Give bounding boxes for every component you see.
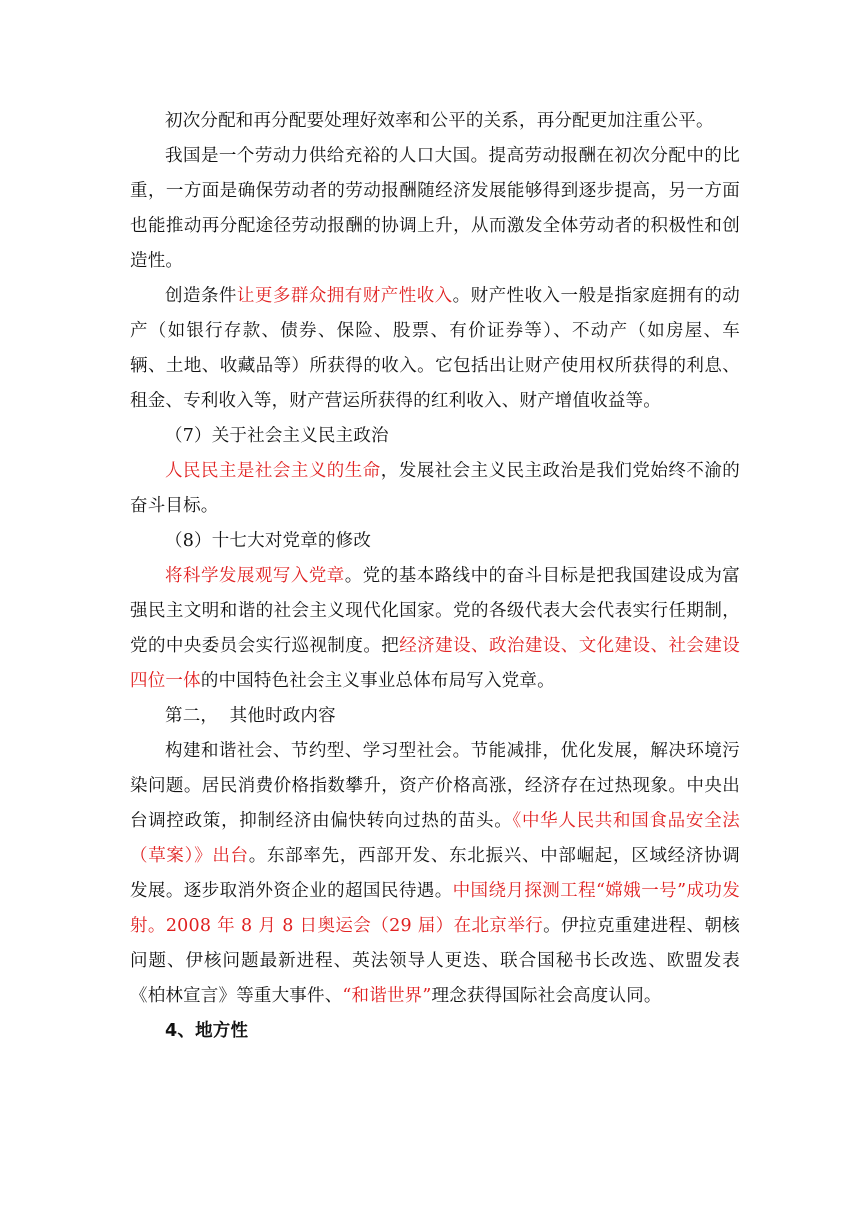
paragraph-text: 创造条件 <box>165 286 237 306</box>
paragraph-labor-remuneration <box>130 139 740 279</box>
section-heading-other-politics <box>130 699 740 734</box>
heading-text: （8）十七大对党章的修改 <box>165 531 372 551</box>
section-heading-local <box>130 1014 740 1049</box>
highlight-text: 《中华人民共和国食品安全法（草案）》出台 <box>130 811 740 866</box>
paragraph-text: 初次分配和再分配要处理好效率和公平的关系，再分配更加注重公平。 <box>165 111 714 131</box>
heading-text: 4、地方性 <box>165 1021 249 1041</box>
paragraph-text: 的中国特色社会主义事业总体布局写入党章。 <box>200 671 555 691</box>
heading-text: 第二， 其他时政内容 <box>165 706 336 726</box>
section-heading-democracy <box>130 419 740 454</box>
highlight-text: 中国绕月探测工程“嫦娥一号”成功发射。2008 年 8 月 8 日奥运会（29 届）在北京举行 <box>130 881 740 936</box>
document-page <box>130 104 740 1049</box>
paragraph-text: 。东部率先，西部开发、东北振兴、中部崛起，区域经济协调发展。逐步取消外资企业的超国民待遇。 <box>130 846 740 901</box>
paragraph-property-income <box>130 279 740 419</box>
heading-text: （7）关于社会主义民主政治 <box>165 426 389 446</box>
paragraph-current-affairs <box>130 734 740 1014</box>
highlight-text: 让更多群众拥有财产性收入 <box>236 286 453 306</box>
paragraph-text: 。财产性收入一般是指家庭拥有的动产（如银行存款、债券、保险、股票、有价证券等）、不动产（如房屋、车辆、土地、收藏品等）所获得的收入。它包括出让财产使用权所获得的利息、租金、专利收入等，财产营运所获得的红利收入、财产增值收益等。 <box>130 286 741 411</box>
paragraph-distribution-fairness <box>130 104 740 139</box>
highlight-text: “和谐世界” <box>342 986 432 1006</box>
paragraph-text: 。伊拉克重建进程、朝核问题、伊核问题最新进程、英法领导人更迭、联合国秘书长改选、欧盟发表《柏林宣言》等重大事件、 <box>130 916 740 1006</box>
paragraph-text: 构建和谐社会、节约型、学习型社会。节能减排，优化发展，解决环境污染问题。居民消费价格指数攀升，资产价格高涨，经济存在过热现象。中央出台调控政策，抑制经济由偏快转向过热的苗头。 <box>130 741 740 831</box>
paragraph-party-constitution <box>130 559 740 699</box>
highlight-text: 人民民主是社会主义的生命 <box>165 461 381 481</box>
highlight-text: 将科学发展观写入党章 <box>165 566 345 586</box>
highlight-text: 经济建设、政治建设、文化建设、社会建设四位一体 <box>130 636 740 691</box>
section-heading-party-constitution <box>130 524 740 559</box>
paragraph-democracy <box>130 454 740 524</box>
paragraph-text: ，发展社会主义民主政治是我们党始终不渝的奋斗目标。 <box>130 461 741 516</box>
paragraph-text: 理念获得国际社会高度认同。 <box>431 986 662 1006</box>
paragraph-text: 我国是一个劳动力供给充裕的人口大国。提高劳动报酬在初次分配中的比重，一方面是确保劳动者的劳动报酬随经济发展能够得到逐步提高，另一方面也能推动再分配途径劳动报酬的协调上升，从而激发全体劳动者的积极性和创造性。 <box>130 146 740 271</box>
paragraph-text: 。党的基本路线中的奋斗目标是把我国建设成为富强民主文明和谐的社会主义现代化国家。党的各级代表大会代表实行任期制，党的中央委员会实行巡视制度。把 <box>130 566 741 656</box>
